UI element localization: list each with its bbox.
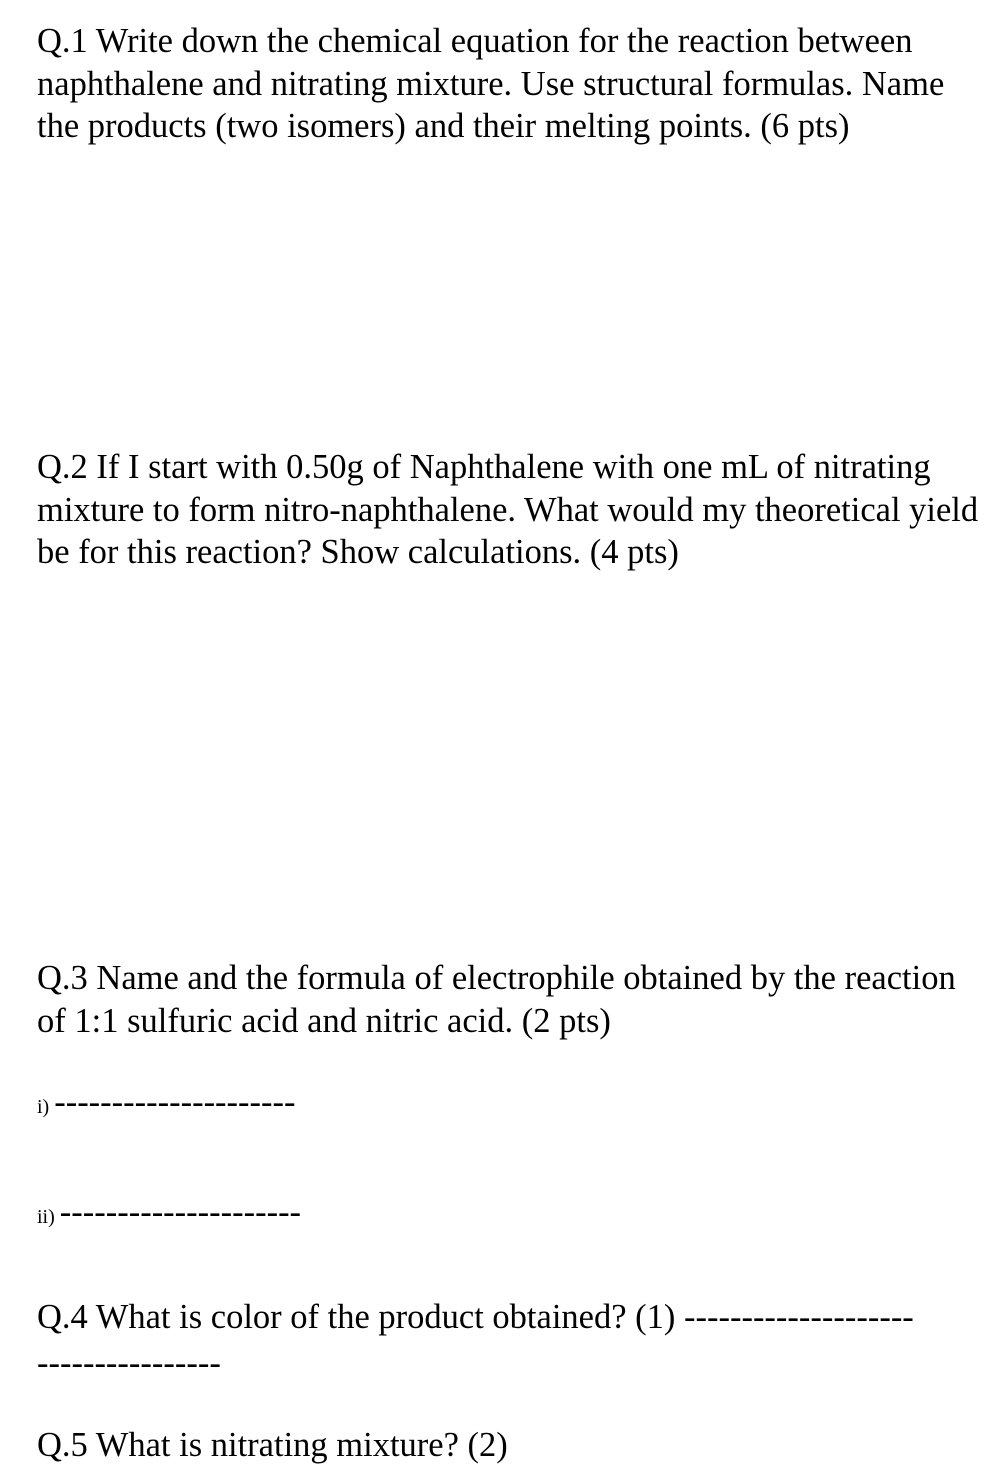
answer-blank-i: --------------------- <box>54 1083 296 1121</box>
question-4 <box>37 1296 992 1339</box>
question-4-blank: -------------------- <box>684 1298 914 1336</box>
answer-label-ii: ii) <box>37 1206 55 1228</box>
question-4-text: Q.4 What is color of the product obtained? (1) <box>37 1298 676 1336</box>
question-5: Q.5 What is nitrating mixture? (2) <box>37 1426 508 1464</box>
answer-label-i: i) <box>37 1096 50 1118</box>
question-3: Q.3 Name and the formula of electrophile obtained by the reaction of 1:1 sulfuric acid and nitric acid. (2 pts) <box>37 959 956 1040</box>
question-1: Q.1 Write down the chemical equation for the reaction between naphthalene and nitrating mixture. Use structural formulas. Name the products (two isomers) and their melting points. (6 pts) <box>37 22 945 145</box>
answer-line-i <box>37 1083 296 1121</box>
question-2: Q.2 If I start with 0.50g of Naphthalene with one mL of nitrating mixture to form nitro-naphthalene. What would my theoretical yield be for this reaction? Show calculations. (4 pts) <box>37 448 979 571</box>
answer-blank-ii: --------------------- <box>59 1193 302 1231</box>
question-4-blank-continued: ---------------- <box>37 1344 221 1382</box>
answer-line-ii <box>37 1193 302 1231</box>
